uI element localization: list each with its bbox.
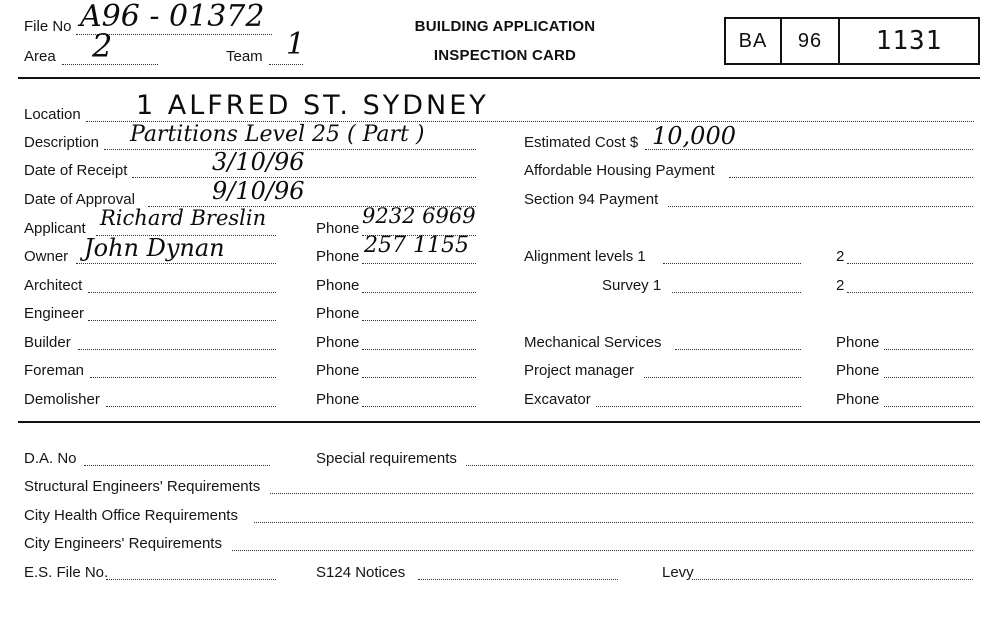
survey-2-label: 2	[836, 277, 845, 294]
foreman-label: Foreman	[24, 362, 85, 379]
affordable-housing-line	[729, 177, 973, 178]
special-requirements-line	[466, 465, 973, 466]
demolisher-label: Demolisher	[24, 391, 100, 408]
survey-1-line	[672, 292, 801, 293]
city-health-office-label: City Health Office Requirements	[24, 507, 238, 524]
team-line	[269, 64, 303, 65]
architect-label: Architect	[24, 277, 83, 294]
engineer-line	[88, 320, 276, 321]
engineer-phone-label: Phone	[316, 305, 360, 322]
team-value: 1	[286, 27, 306, 62]
location-value: 1 ALFRED ST. SYDNEY	[136, 90, 489, 121]
da-no-line	[84, 465, 270, 466]
card-title-line1: BUILDING APPLICATION	[414, 18, 596, 35]
city-engineers-line	[232, 550, 973, 551]
owner-phone-label: Phone	[316, 248, 360, 265]
alignment-levels-2-line	[847, 263, 973, 264]
survey-label: Survey 1	[602, 277, 662, 294]
demolisher-phone-line	[362, 406, 476, 407]
levy-line	[692, 579, 973, 580]
area-label: Area	[24, 48, 56, 65]
engineer-label: Engineer	[24, 305, 85, 322]
project-manager-label: Project manager	[524, 362, 635, 379]
date-approval-label: Date of Approval	[24, 191, 135, 208]
ba-prefix: BA	[738, 29, 768, 52]
owner-phone-value: 257 1155	[364, 233, 469, 258]
file-no-label: File No	[24, 18, 72, 35]
ba-year: 96	[797, 29, 823, 52]
description-label: Description	[24, 134, 100, 151]
demolisher-phone-label: Phone	[316, 391, 360, 408]
da-no-label: D.A. No	[24, 450, 77, 467]
demolisher-line	[106, 406, 276, 407]
s124-notices-label: S124 Notices	[316, 564, 406, 581]
s124-notices-line	[418, 579, 618, 580]
description-value: Partitions Level 25 ( Part )	[130, 122, 425, 147]
applicant-label: Applicant	[24, 220, 86, 237]
affordable-housing-label: Affordable Housing Payment	[524, 162, 715, 179]
card-title-line2: INSPECTION CARD	[433, 47, 577, 64]
architect-phone-line	[362, 292, 476, 293]
project-manager-line	[644, 377, 801, 378]
levy-label: Levy	[662, 564, 694, 581]
alignment-levels-1-line	[663, 263, 801, 264]
mechanical-services-label: Mechanical Services	[524, 334, 662, 351]
city-health-office-line	[254, 522, 973, 523]
foreman-phone-label: Phone	[316, 362, 360, 379]
estimated-cost-value: 10,000	[652, 122, 736, 150]
location-label: Location	[24, 106, 81, 123]
project-manager-phone-label: Phone	[836, 362, 880, 379]
area-value: 2	[92, 27, 113, 65]
builder-phone-label: Phone	[316, 334, 360, 351]
details-divider	[18, 421, 980, 423]
alignment-levels-label: Alignment levels 1	[524, 248, 646, 265]
builder-label: Builder	[24, 334, 71, 351]
owner-phone-line	[362, 263, 476, 264]
owner-value: John Dynan	[84, 234, 225, 262]
date-approval-value: 9/10/96	[212, 177, 305, 205]
engineer-phone-line	[362, 320, 476, 321]
section94-line	[668, 206, 973, 207]
file-no-value: A96 - 01372	[80, 0, 265, 34]
section94-label: Section 94 Payment	[524, 191, 659, 208]
builder-phone-line	[362, 349, 476, 350]
alignment-levels-2-label: 2	[836, 248, 845, 265]
team-label: Team	[226, 48, 263, 65]
architect-line	[88, 292, 276, 293]
estimated-cost-label: Estimated Cost $	[524, 134, 639, 151]
mechanical-phone-line	[884, 349, 973, 350]
excavator-phone-line	[884, 406, 973, 407]
applicant-value: Richard Breslin	[100, 206, 267, 230]
ba-reference-box	[724, 17, 980, 65]
date-receipt-label: Date of Receipt	[24, 162, 128, 179]
special-requirements-label: Special requirements	[316, 450, 457, 467]
owner-label: Owner	[24, 248, 69, 265]
structural-engineers-line	[270, 493, 973, 494]
owner-line	[76, 263, 276, 264]
excavator-label: Excavator	[524, 391, 591, 408]
architect-phone-label: Phone	[316, 277, 360, 294]
builder-line	[78, 349, 276, 350]
es-file-no-label: E.S. File No.	[24, 564, 109, 581]
header-divider	[18, 77, 980, 79]
date-receipt-value: 3/10/96	[212, 148, 305, 176]
structural-engineers-label: Structural Engineers' Requirements	[24, 478, 261, 495]
ba-number: 1131	[875, 26, 943, 56]
excavator-line	[596, 406, 801, 407]
city-engineers-label: City Engineers' Requirements	[24, 535, 222, 552]
applicant-phone-value: 9232 6969	[362, 204, 476, 228]
foreman-line	[90, 377, 276, 378]
foreman-phone-line	[362, 377, 476, 378]
es-file-no-line	[106, 579, 276, 580]
survey-2-line	[847, 292, 973, 293]
project-manager-phone-line	[884, 377, 973, 378]
applicant-phone-label: Phone	[316, 220, 360, 237]
excavator-phone-label: Phone	[836, 391, 880, 408]
mechanical-services-line	[675, 349, 801, 350]
mechanical-phone-label: Phone	[836, 334, 880, 351]
